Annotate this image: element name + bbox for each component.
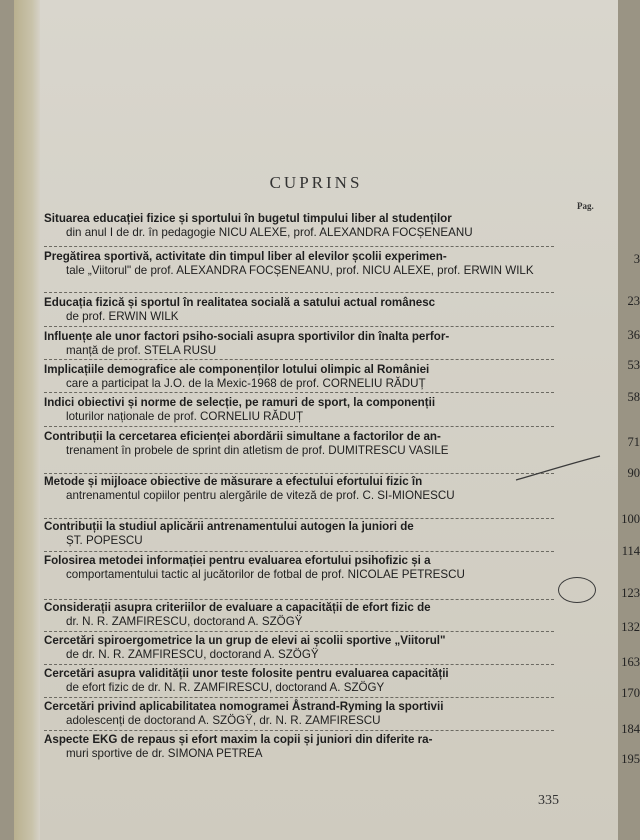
toc-entry-authors: antrenamentul copiilor pentru alergările de viteză de prof. C. SI-MIONESCU: [66, 488, 455, 502]
entry-divider: [44, 426, 554, 427]
toc-entry-title: Folosirea metodei informației pentru evaluarea efortului psihofizic și a: [44, 554, 431, 567]
toc-entry-authors: tale „Viitorul" de prof. ALEXANDRA FOCȘENEANU, prof. NICU ALEXE, prof. ERWIN WILK: [66, 263, 534, 277]
toc-entry-authors: de dr. N. R. ZAMFIRESCU, doctorand A. SZÖGŸ: [66, 647, 319, 661]
toc-page-number: 184: [621, 722, 640, 736]
entry-divider: [44, 518, 554, 519]
toc-entry-authors: manță de prof. STELA RUSU: [66, 343, 217, 357]
footer-page-number: 335: [538, 793, 559, 808]
entry-divider: [44, 359, 554, 360]
entry-divider: [44, 730, 554, 731]
toc-entry: [44, 554, 554, 581]
page-title: CUPRINS: [269, 173, 363, 192]
entry-divider: [44, 246, 554, 247]
toc-page-number: 100: [621, 512, 640, 526]
toc-page-number: 23: [627, 294, 640, 308]
handwritten-circle-mark: [558, 577, 596, 603]
toc-entry-title: Considerații asupra criteriilor de evaluare a capacității de efort fizic de: [44, 601, 431, 614]
toc-entry-title: Cercetări spiroergometrice la un grup de elevi ai școlii sportive „Viitorul": [44, 634, 446, 647]
toc-entry: [44, 634, 554, 661]
entry-divider: [44, 551, 554, 552]
toc-entry-title: Contribuții la cercetarea eficienței abordării simultane a factorilor de an-: [44, 430, 441, 443]
entry-divider: [44, 599, 554, 600]
toc-entry: [44, 475, 554, 502]
toc-entry-title: Contribuții la studiul aplicării antrenamentului autogen la juniori de: [44, 520, 414, 533]
toc-entry-title: Situarea educației fizice și sportului în bugetul timpului liber al studenților: [44, 212, 452, 225]
toc-entry-authors: adolescenți de doctorand A. SZÖGŸ, dr. N. R. ZAMFIRESCU: [66, 713, 381, 727]
toc-entry-authors: trenament în probele de sprint din atletism de prof. DUMITRESCU VASILE: [66, 443, 449, 457]
toc-page-number: 71: [627, 435, 640, 449]
toc-entry: [44, 667, 554, 694]
toc-entry-title: Pregătirea sportivă, activitate din timpul liber al elevilor școlii experimen-: [44, 250, 447, 263]
toc-page-number: 58: [627, 390, 640, 404]
page-column-label: Pag.: [577, 201, 594, 211]
toc-entry-authors: de prof. ERWIN WILK: [66, 309, 179, 323]
toc-entry: [44, 520, 554, 547]
entry-divider: [44, 473, 554, 474]
toc-entry: [44, 733, 554, 760]
toc-page-number: 114: [621, 544, 640, 558]
toc-page-number: 163: [621, 655, 640, 669]
toc-entry-authors: ȘT. POPESCU: [66, 533, 143, 547]
toc-entry-authors: dr. N. R. ZAMFIRESCU, doctorand A. SZÖGŸ: [66, 614, 303, 628]
toc-page-number: 3: [633, 252, 640, 266]
toc-entry-title: Educația fizică și sportul în realitatea socială a satului actual românesc: [44, 296, 436, 309]
toc-page-number: 132: [621, 620, 640, 634]
toc-entry-authors: din anul I de dr. în pedagogie NICU ALEXE, prof. ALEXANDRA FOCȘENEANU: [66, 225, 473, 239]
toc-entry-authors: comportamentului tactic al jucătorilor de fotbal de prof. NICOLAE PETRESCU: [66, 567, 465, 581]
toc-entry-authors: loturilor naționale de prof. CORNELIU RĂDUȚ: [66, 409, 304, 423]
toc-entry-authors: care a participat la J.O. de la Mexic-1968 de prof. CORNELIU RĂDUȚ: [66, 376, 426, 390]
entry-divider: [44, 664, 554, 665]
entry-divider: [44, 697, 554, 698]
toc-entry-authors: de efort fizic de dr. N. R. ZAMFIRESCU, doctorand A. SZÖGY: [66, 680, 385, 694]
toc-entry-title: Cercetări privind aplicabilitatea nomogramei Åstrand-Ryming la sportivii: [44, 700, 444, 713]
entry-divider: [44, 631, 554, 632]
handwritten-pen-stroke: [514, 454, 604, 484]
toc-page-number: 195: [621, 752, 640, 766]
toc-page-number: 53: [627, 358, 640, 372]
toc-entry-title: Metode și mijloace obiective de măsurare a efectului efortului fizic în: [44, 475, 423, 488]
toc-entry-title: Cercetări asupra validității unor teste folosite pentru evaluarea capacității: [44, 667, 449, 680]
entry-divider: [44, 292, 554, 293]
toc-page-number: 36: [627, 328, 640, 342]
toc-page-number: 170: [621, 686, 640, 700]
toc-entry: [44, 212, 554, 239]
toc-entry-title: Influențe ale unor factori psiho-sociali asupra sportivilor din înalta perfor-: [44, 330, 450, 343]
toc-entry: [44, 330, 554, 357]
toc-entry-title: Aspecte EKG de repaus și efort maxim la copii și juniori din diferite ra-: [44, 733, 433, 746]
toc-entry: [44, 250, 554, 277]
entry-divider: [44, 392, 554, 393]
toc-entry: [44, 396, 554, 423]
toc-entry-title: Indici obiectivi și norme de selecție, pe ramuri de sport, la componenții: [44, 396, 436, 409]
toc-entry-authors: muri sportive de dr. SIMONA PETREA: [66, 746, 263, 760]
toc-entry-title: Implicațiile demografice ale componenților lotului olimpic al României: [44, 363, 430, 376]
toc-entry: [44, 363, 554, 390]
entry-divider: [44, 326, 554, 327]
toc-page-number: 90: [627, 466, 640, 480]
toc-page-number: 123: [621, 586, 640, 600]
toc-entry: [44, 601, 554, 628]
toc-entry: [44, 700, 554, 727]
toc-entry: [44, 296, 554, 323]
toc-entry: [44, 430, 554, 457]
book-page: [14, 0, 640, 840]
page-spine-shadow: [14, 0, 40, 840]
